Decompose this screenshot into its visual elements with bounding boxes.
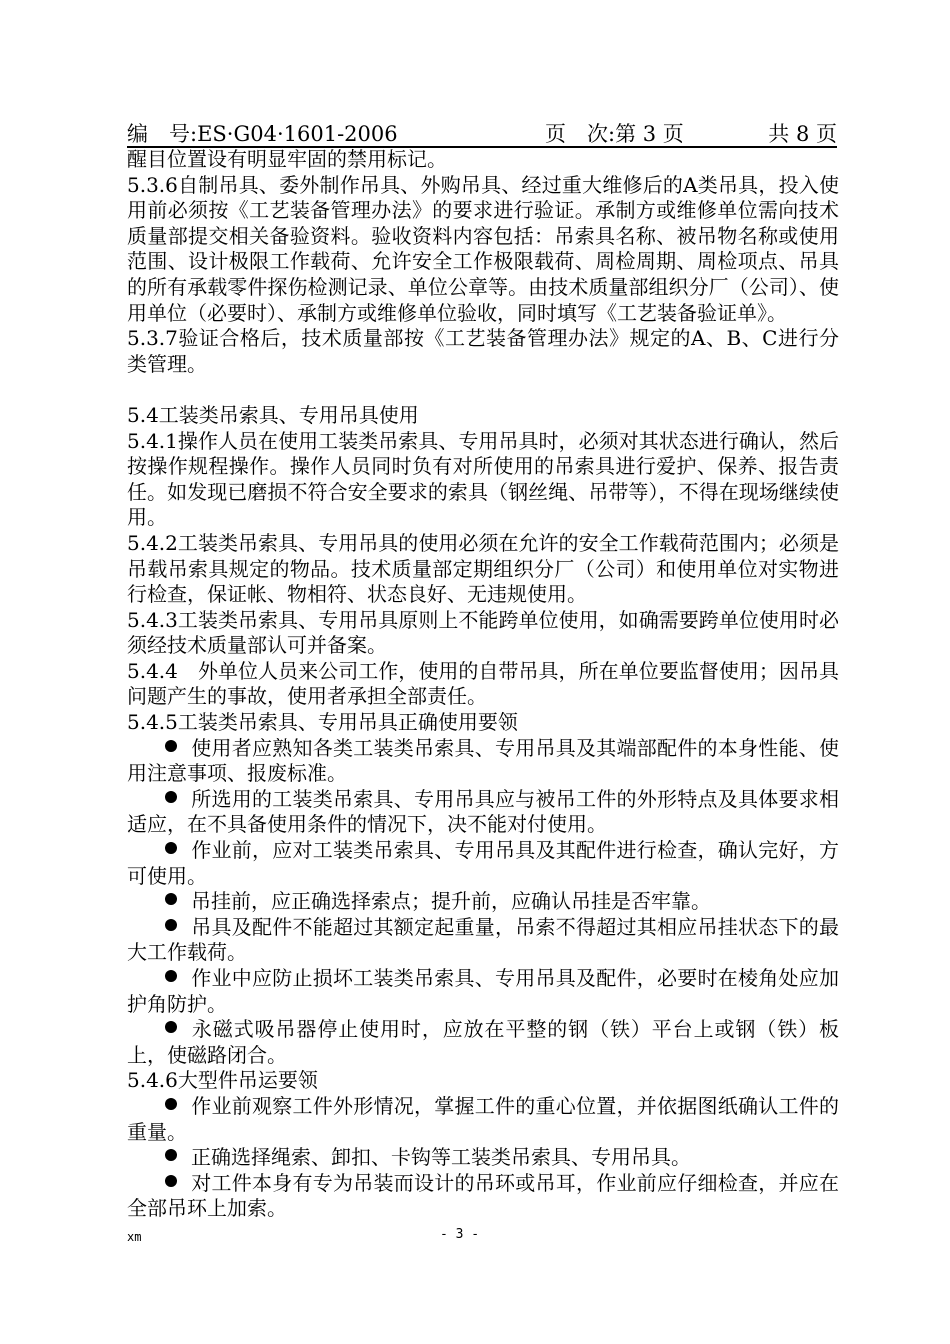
bullet-text: 所选用的工装类吊索具、专用吊具应与被吊工件的外形特点及具体要求相适应，在不具备使用条件的情况下，决不能对付使用。 <box>127 786 839 837</box>
document-body <box>127 147 839 1222</box>
bullet-text: 对工件本身有专为吊装而设计的吊环或吊耳，作业前应仔细检查，并应在全部吊环上加索。 <box>127 1170 839 1221</box>
paragraph: 5.4.1操作人员在使用工装类吊索具、专用吊具时，必须对其状态进行确认，然后按操作规程操作。操作人员同时负有对所使用的吊索具进行爱护、保养、报告责任。如发现已磨损不符合安全要求的索具（钢丝绳、吊带等），不得在现场继续使用。 <box>127 428 839 530</box>
bullet-text: 使用者应熟知各类工装类吊索具、专用吊具及其端部配件的本身性能、使用注意事项、报废标准。 <box>127 735 839 786</box>
bullet-text: 永磁式吸吊器停止使用时，应放在平整的钢（铁）平台上或钢（铁）板上，使磁路闭合。 <box>127 1017 839 1067</box>
bullet-text: 作业前观察工件外形情况，掌握工件的重心位置，并依据图纸确认工件的重量。 <box>127 1093 839 1144</box>
bullet-dot-icon <box>165 1175 177 1187</box>
footer-page-number: - 3 - <box>440 1227 480 1242</box>
total-pages: 共 8 页 <box>768 122 837 146</box>
bullet-dot-icon <box>165 1021 177 1033</box>
paragraph: 5.4.4 外单位人员来公司工作，使用的自带吊具，所在单位要监督使用；因吊具问题产生的事故，使用者承担全部责任。 <box>127 658 839 709</box>
paragraph: 5.4.5工装类吊索具、专用吊具正确使用要领 <box>127 710 518 735</box>
bullet-dot-icon <box>165 970 177 982</box>
bullet-item <box>127 966 839 1017</box>
paragraph: 醒目位置设有明显牢固的禁用标记。 <box>127 147 447 171</box>
bullet-item <box>127 736 839 787</box>
bullet-dot-icon <box>165 791 177 803</box>
bullet-item <box>127 1017 839 1068</box>
bullet-text: 作业前，应对工装类吊索具、专用吊具及其配件进行检查，确认完好，方可使用。 <box>127 838 839 888</box>
bullet-dot-icon <box>165 1149 177 1161</box>
paragraph: 5.4工装类吊索具、专用吊具使用 <box>127 402 419 427</box>
paragraph: 5.4.2工装类吊索具、专用吊具的使用必须在允许的安全工作载荷范围内；必须是吊载吊索具规定的物品。技术质量部定期组织分厂（公司）和使用单位对实物进行检查，保证帐、物相符、状态良好、无违规使用。 <box>127 530 839 607</box>
bullet-text: 正确选择绳索、卸扣、卡钩等工装类吊索具、专用吊具。 <box>191 1145 691 1170</box>
bullet-text: 吊挂前，应正确选择索点；提升前，应确认吊挂是否牢靠。 <box>191 889 711 914</box>
bullet-item <box>127 915 839 966</box>
bullet-dot-icon <box>165 1098 177 1110</box>
paragraph-spacer <box>127 377 839 403</box>
footer-author: xm <box>127 1230 142 1244</box>
paragraph: 5.3.7验证合格后，技术质量部按《工艺装备管理办法》规定的A、B、C进行分类管理。 <box>127 326 839 376</box>
page-header <box>127 118 837 146</box>
bullet-item <box>127 1171 839 1222</box>
bullet-item <box>127 1145 839 1171</box>
bullet-text: 吊具及配件不能超过其额定起重量，吊索不得超过其相应吊挂状态下的最大工作载荷。 <box>127 914 839 965</box>
paragraph: 5.4.6大型件吊运要领 <box>127 1068 318 1093</box>
bullet-dot-icon <box>165 842 177 854</box>
document-number: 编 号:ES·G04·1601-2006 <box>127 122 398 146</box>
bullet-text: 作业中应防止损坏工装类吊索具、专用吊具及配件，必要时在棱角处应加护角防护。 <box>127 966 839 1016</box>
bullet-item <box>127 838 839 889</box>
bullet-dot-icon <box>165 893 177 905</box>
page-indicator: 页 次:第 3 页 <box>545 122 684 146</box>
bullet-item <box>127 889 839 915</box>
bullet-item <box>127 1094 839 1145</box>
paragraph: 5.4.3工装类吊索具、专用吊具原则上不能跨单位使用，如确需要跨单位使用时必须经技术质量部认可并备案。 <box>127 607 839 658</box>
bullet-item <box>127 787 839 838</box>
paragraph: 5.3.6自制吊具、委外制作吊具、外购吊具、经过重大维修后的A类吊具，投入使用前必须按《工艺装备管理办法》的要求进行验证。承制方或维修单位需向技术质量部提交相关备验资料。验收资料内容包括：吊索具名称、被吊物名称或使用范围、设计极限工作载荷、允许安全工作极限载荷、周检周期、周检项点、吊具的所有承载零件探伤检测记录、单位公章等。由技术质量部组织分厂（公司）、使用单位（必要时）、承制方或维修单位验收，同时填写《工艺装备验证单》。 <box>127 172 839 325</box>
bullet-dot-icon <box>165 919 177 931</box>
bullet-dot-icon <box>165 740 177 752</box>
